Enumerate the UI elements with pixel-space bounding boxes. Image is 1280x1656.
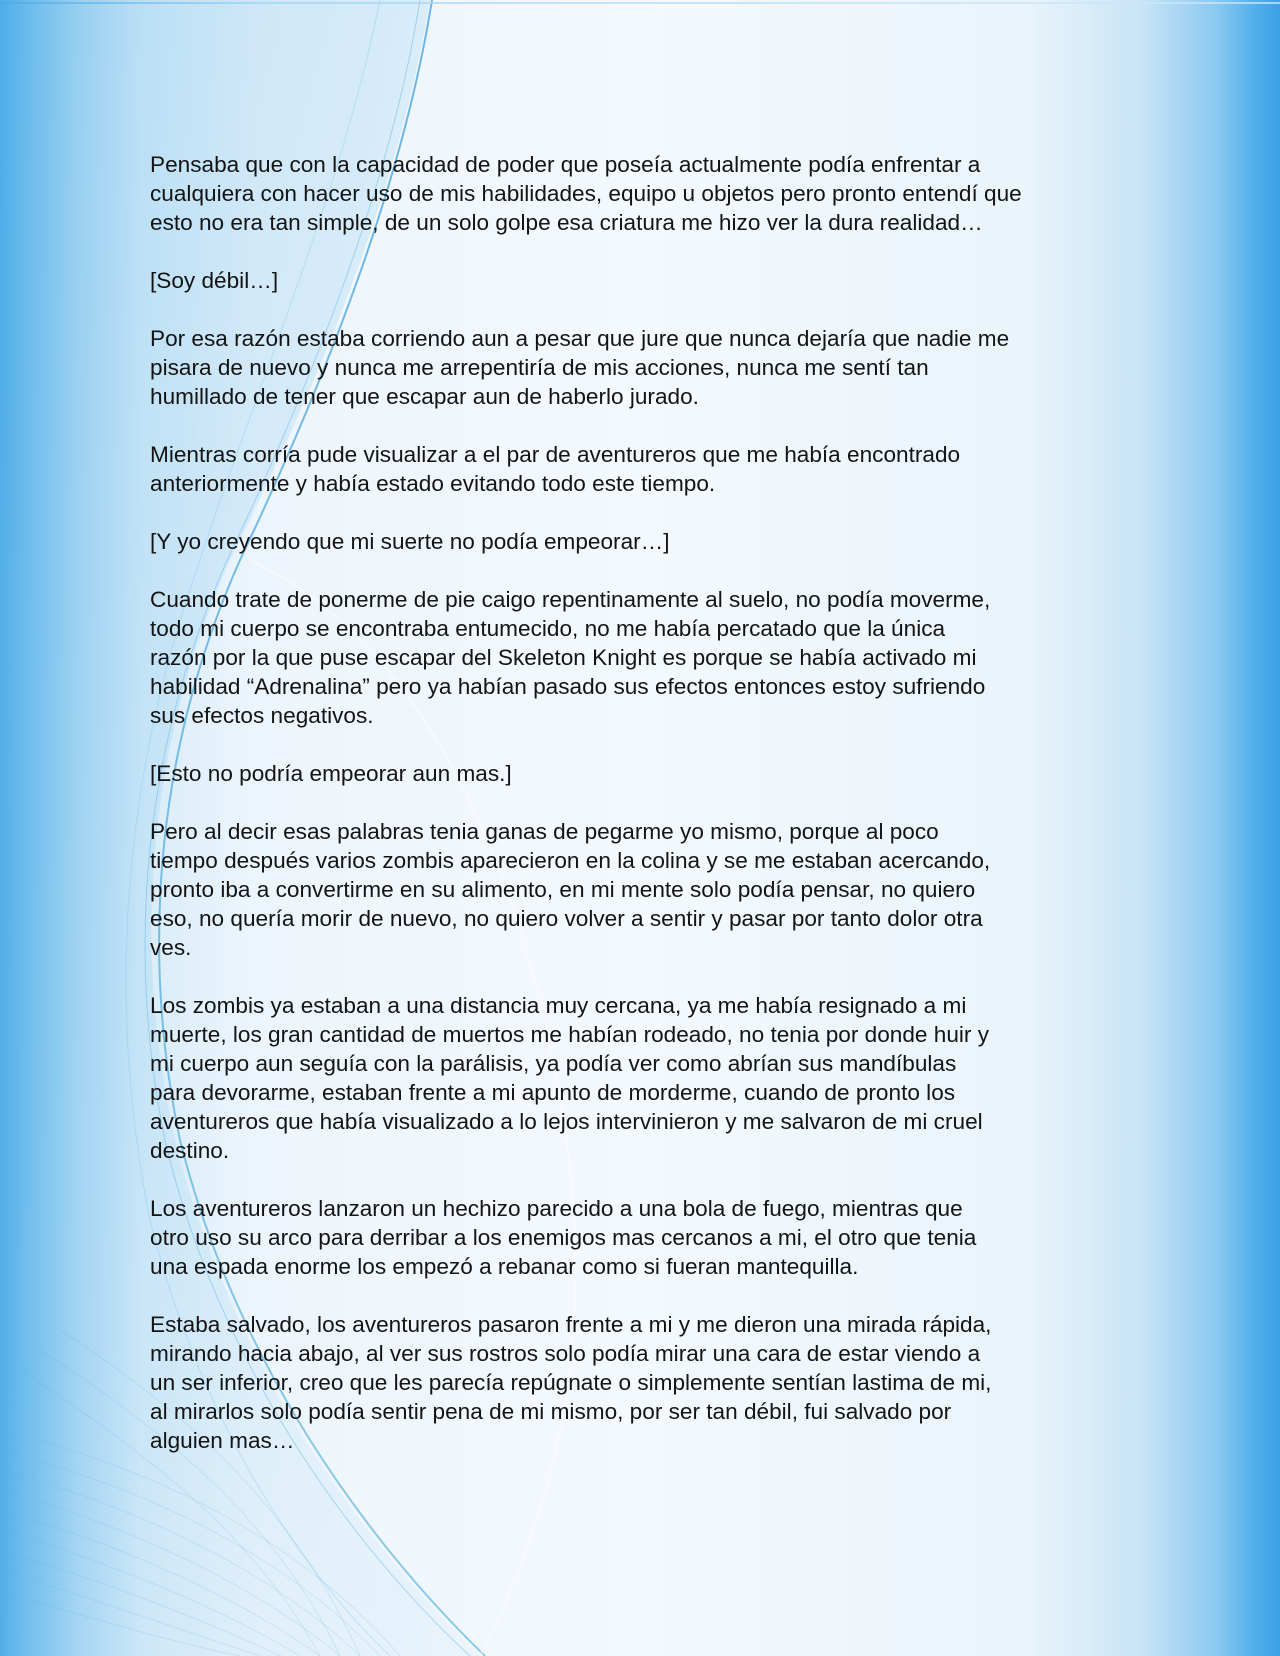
paragraph: Mientras corría pude visualizar a el par de aventureros que me había encontrado anteriormente y había estado evitando todo este tiempo. bbox=[150, 442, 961, 496]
paragraph: Pero al decir esas palabras tenia ganas de pegarme yo mismo, porque al poco tiempo después varios zombis aparecieron en la colina y se me estaban acercando, pronto iba a convertirme en su alimento, en mi mente solo podía pensar, no quiero eso, no quería morir de nuevo, no quiero volver a sentir y pasar por tanto dolor otra ves. bbox=[150, 819, 991, 960]
paragraph: [Esto no podría empeorar aun mas.] bbox=[150, 761, 512, 786]
top-edge-line bbox=[0, 2, 1280, 4]
paragraph: Estaba salvado, los aventureros pasaron frente a mi y me dieron una mirada rápida, mirando hacia abajo, al ver sus rostros solo podía mirar una cara de estar viendo a un ser inferior, creo que les parecía repúgnate o simplemente sentían lastima de mi, al mirarlos solo podía sentir pena de mi mismo, por ser tan débil, fui salvado por alguien mas… bbox=[150, 1312, 992, 1453]
paragraph: Por esa razón estaba corriendo aun a pesar que jure que nunca dejaría que nadie me pisara de nuevo y nunca me arrepentiría de mis acciones, nunca me sentí tan humillado de tener que escapar aun de haberlo jurado. bbox=[150, 326, 1010, 409]
paragraph: Cuando trate de ponerme de pie caigo repentinamente al suelo, no podía moverme, todo mi cuerpo se encontraba entumecido, no me había percatado que la única razón por la que puse escapar del Skeleton Knight es porque se había activado mi habilidad “Adrenalina” pero ya habían pasado sus efectos entonces estoy sufriendo sus efectos negativos. bbox=[150, 587, 991, 728]
paragraph: Pensaba que con la capacidad de poder que poseía actualmente podía enfrentar a cualquiera con hacer uso de mis habilidades, equipo u objetos pero pronto entendí que esto no era tan simple, de un solo golpe esa criatura me hizo ver la dura realidad… bbox=[150, 152, 1022, 235]
paragraph: Los aventureros lanzaron un hechizo parecido a una bola de fuego, mientras que otro uso su arco para derribar a los enemigos mas cercanos a mi, el otro que tenia una espada enorme los empezó a rebanar como si fueran mantequilla. bbox=[150, 1196, 977, 1279]
document-body bbox=[150, 150, 1140, 1484]
paragraph: Los zombis ya estaban a una distancia muy cercana, ya me había resignado a mi muerte, los gran cantidad de muertos me habían rodeado, no tenia por donde huir y mi cuerpo aun seguía con la parálisis, ya podía ver como abrían sus mandíbulas para devorarme, estaban frente a mi apunto de morderme, cuando de pronto los aventureros que había visualizado a lo lejos intervinieron y me salvaron de mi cruel destino. bbox=[150, 993, 990, 1163]
paragraph: [Soy débil…] bbox=[150, 268, 279, 293]
paragraph: [Y yo creyendo que mi suerte no podía empeorar…] bbox=[150, 529, 670, 554]
